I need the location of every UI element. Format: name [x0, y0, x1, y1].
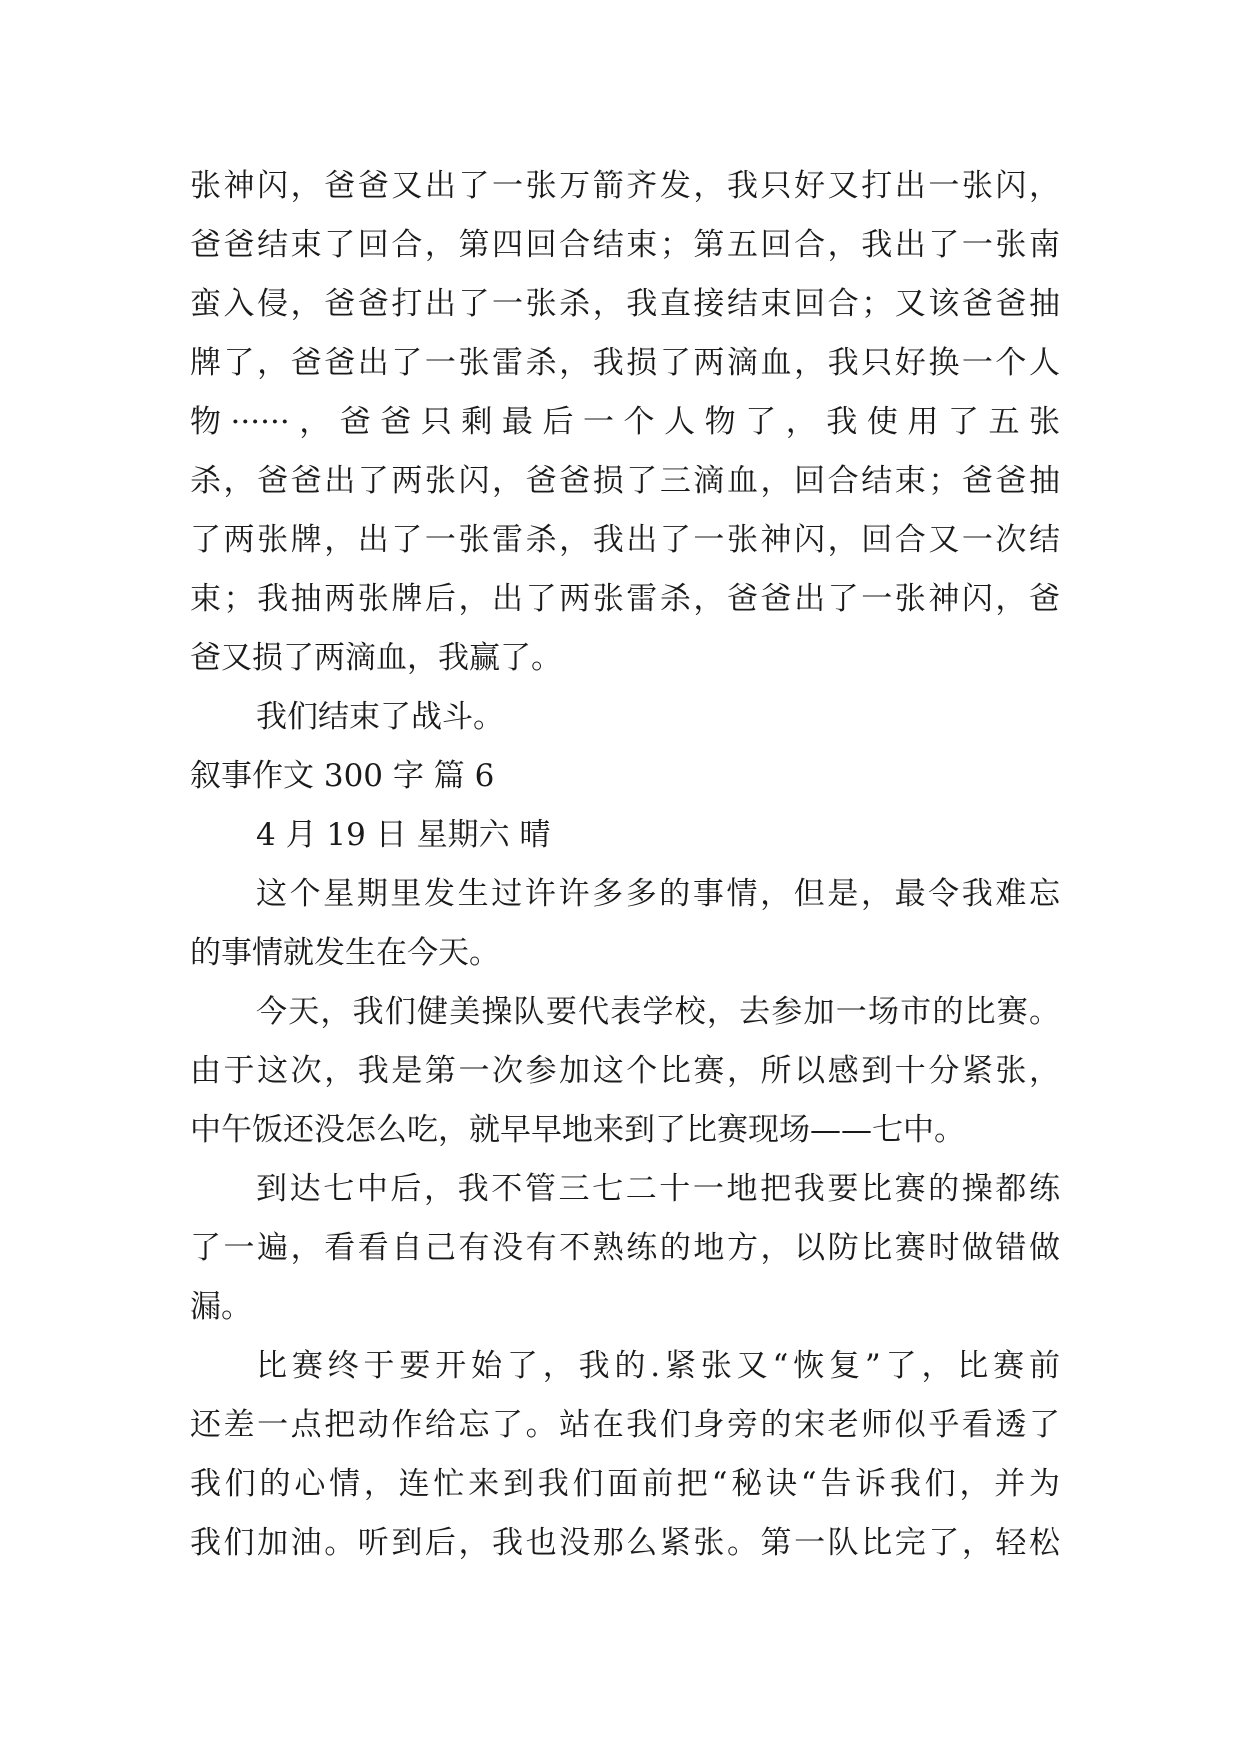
text-line: 蛮入侵，爸爸打出了一张杀，我直接结束回合；又该爸爸抽	[190, 286, 1060, 322]
text-line: 爸爸结束了回合，第四回合结束；第五回合，我出了一张南	[190, 227, 1060, 263]
text-line: 的事情就发生在今天。	[190, 935, 500, 971]
text-line: 牌了，爸爸出了一张雷杀，我损了两滴血，我只好换一个人	[190, 345, 1060, 381]
text-line: 今天，我们健美操队要代表学校，去参加一场市的比赛。	[256, 994, 1060, 1030]
text-line: 了一遍，看看自己有没有不熟练的地方，以防比赛时做错做	[190, 1230, 1060, 1266]
section-heading: 叙事作文 300 字 篇 6	[190, 758, 495, 794]
text-line: 这个星期里发生过许许多多的事情，但是，最令我难忘	[256, 876, 1060, 912]
text-line: 到达七中后，我不管三七二十一地把我要比赛的操都练	[256, 1171, 1060, 1207]
text-line: 物······，爸爸只剩最后一个人物了，我使用了五张	[190, 404, 1060, 440]
text-line: 爸又损了两滴血，我赢了。	[190, 640, 562, 676]
text-line: 张神闪，爸爸又出了一张万箭齐发，我只好又打出一张闪，	[190, 168, 1060, 204]
text-line: 由于这次，我是第一次参加这个比赛，所以感到十分紧张，	[190, 1053, 1060, 1089]
text-line: 漏。	[190, 1289, 252, 1325]
text-line: 杀，爸爸出了两张闪，爸爸损了三滴血，回合结束；爸爸抽	[190, 463, 1060, 499]
text-line: 比赛终于要开始了，我的.紧张又“恢复”了，比赛前	[256, 1348, 1060, 1384]
text-line: 了两张牌，出了一张雷杀，我出了一张神闪，回合又一次结	[190, 522, 1060, 558]
date-line: 4 月 19 日 星期六 晴	[256, 817, 551, 853]
text-line: 我们的心情，连忙来到我们面前把“秘诀“告诉我们，并为	[190, 1466, 1060, 1502]
text-line: 我们加油。听到后，我也没那么紧张。第一队比完了，轻松	[190, 1525, 1060, 1561]
text-line: 中午饭还没怎么吃，就早早地来到了比赛现场——七中。	[190, 1112, 965, 1148]
text-line: 束；我抽两张牌后，出了两张雷杀，爸爸出了一张神闪，爸	[190, 581, 1060, 617]
text-line: 我们结束了战斗。	[256, 699, 504, 735]
text-line: 还差一点把动作给忘了。站在我们身旁的宋老师似乎看透了	[190, 1407, 1060, 1443]
